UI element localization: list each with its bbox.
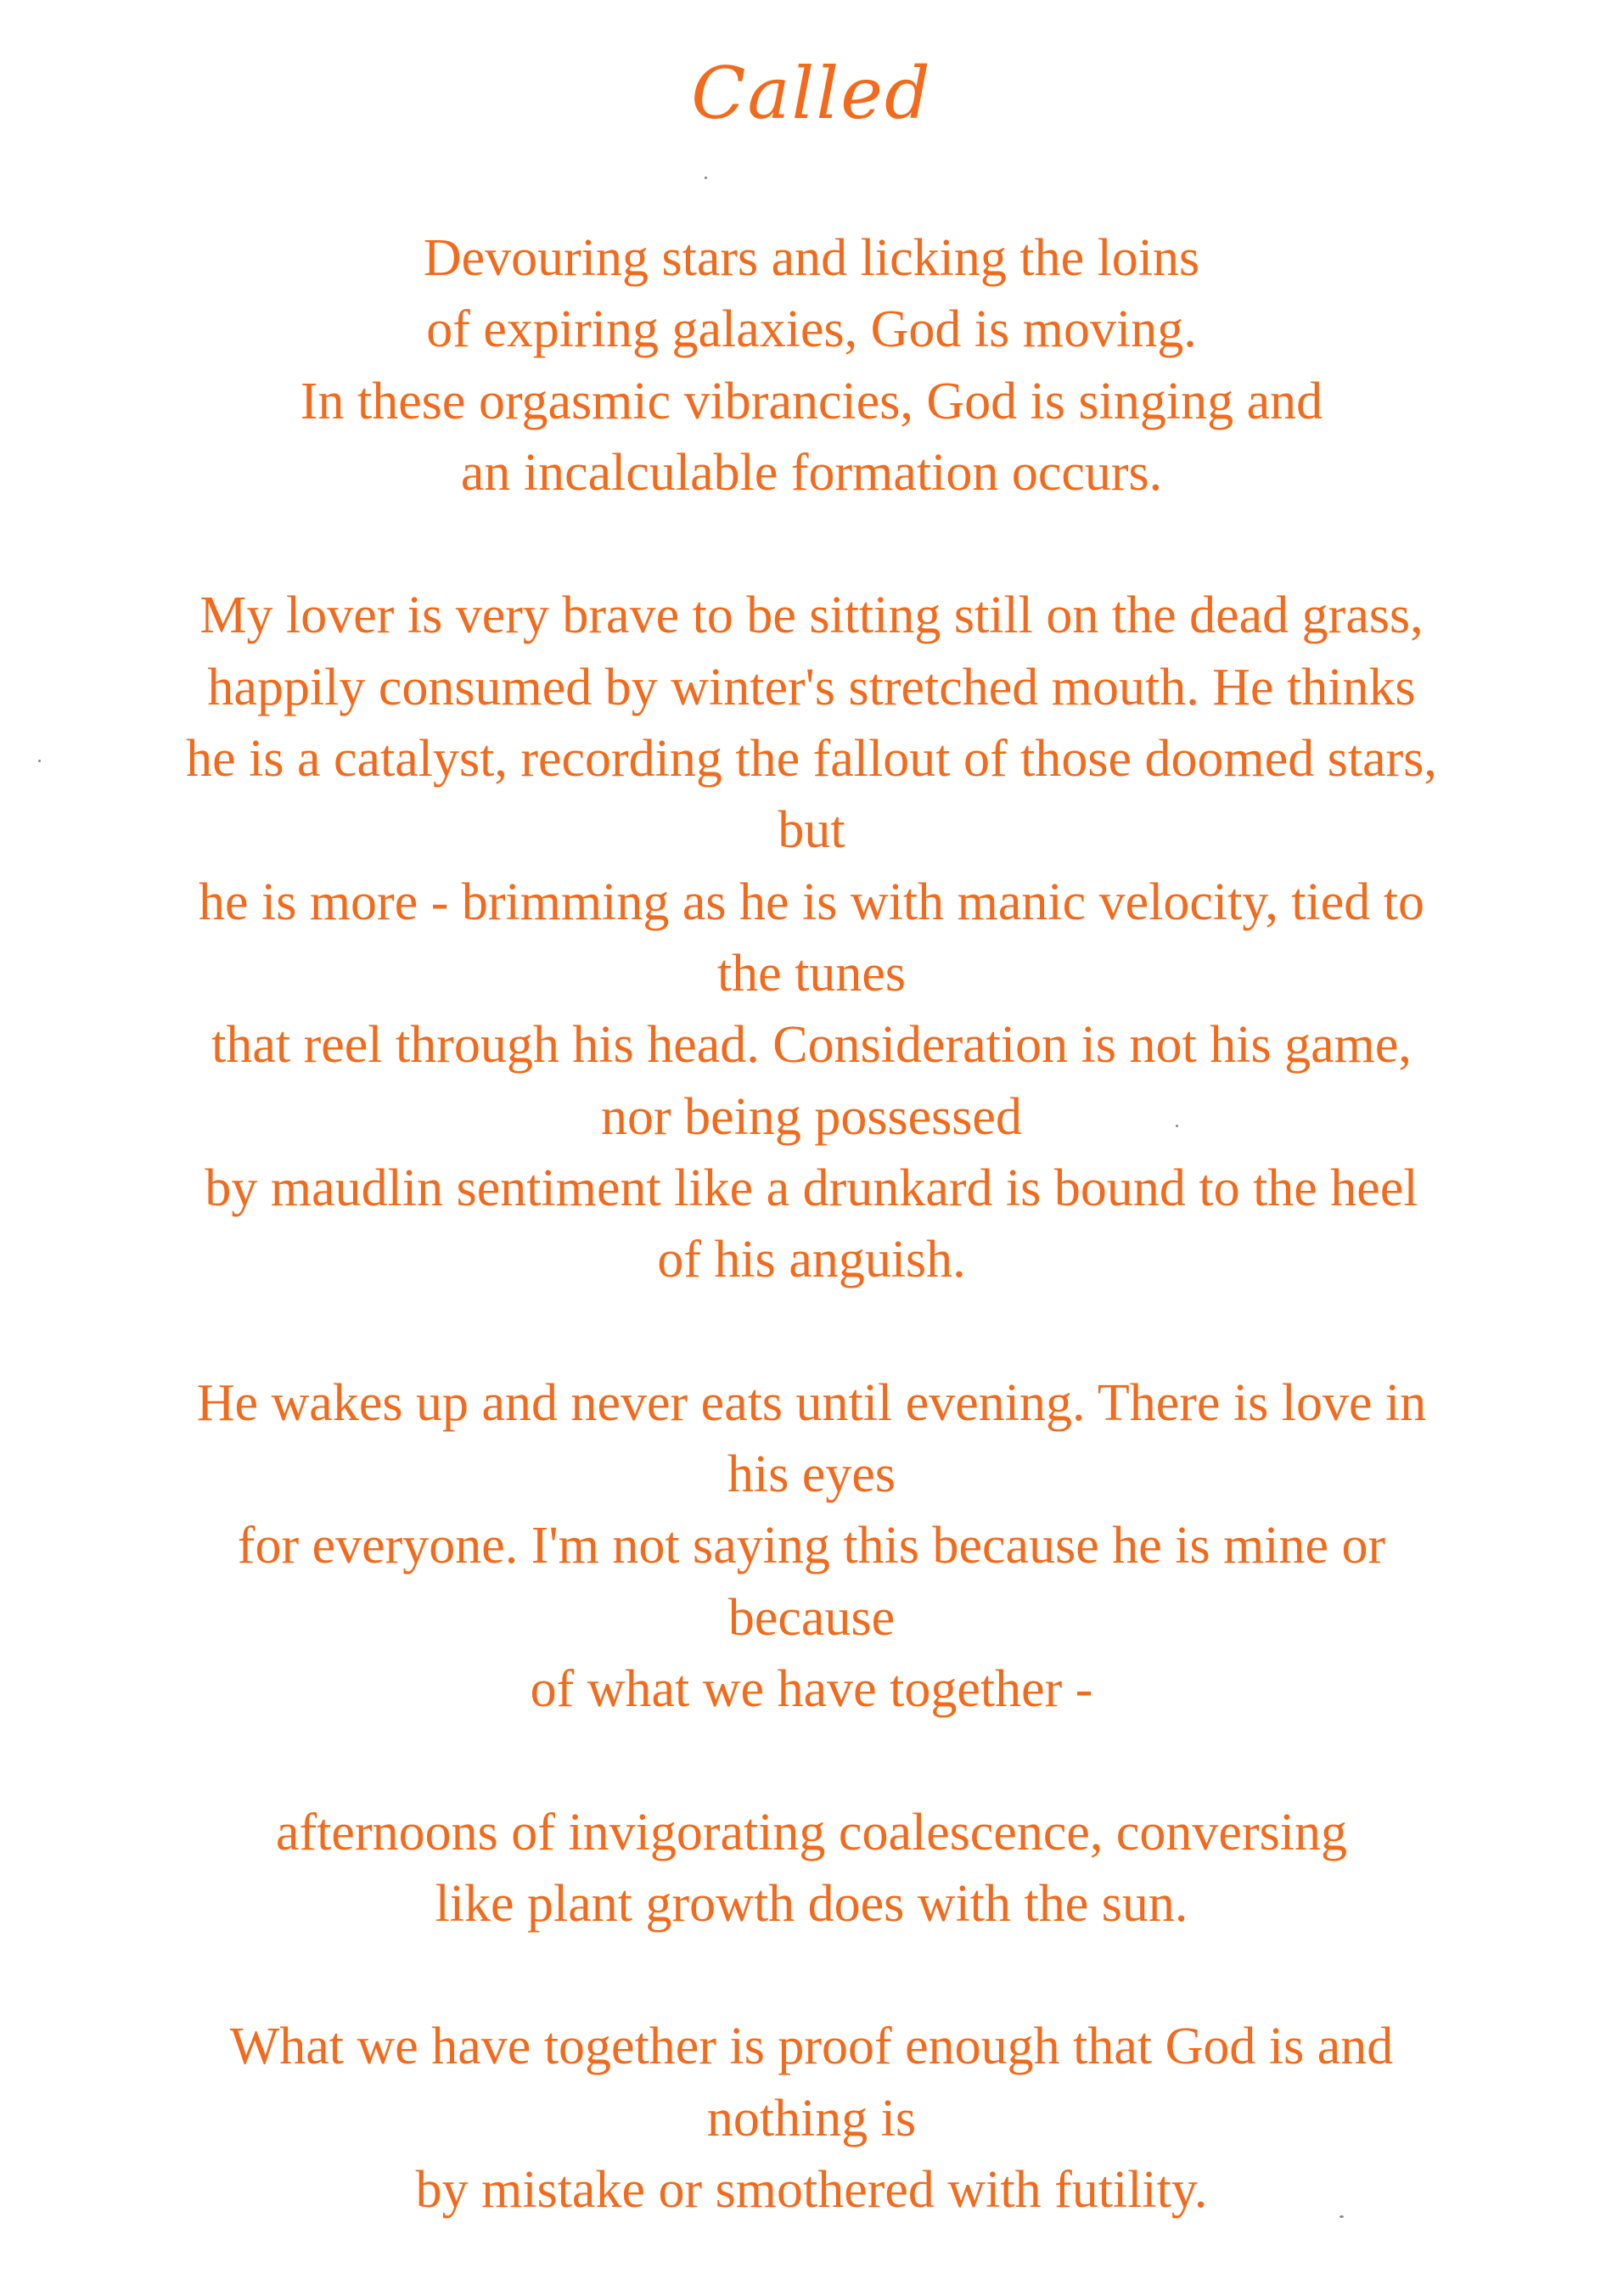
stanza-break [0, 1940, 1623, 2011]
poem-line: but [778, 801, 845, 860]
poem-line: for everyone. I'm not saying this because he is mine or [237, 1517, 1386, 1575]
scan-speck [1176, 1125, 1178, 1127]
poem-line: like plant growth does with the sun. [435, 1874, 1188, 1933]
poem-line: afternoons of invigorating coalescence, conversing [276, 1803, 1347, 1861]
poem-title: Called [691, 52, 932, 135]
poem-line: by mistake or smothered with futility. [415, 2161, 1208, 2220]
scan-speck [38, 760, 41, 762]
poem-line: by maudlin sentiment like a drunkard is bound to the heel [205, 1159, 1418, 1217]
poem-body [0, 222, 1623, 2226]
stanza-3 [0, 1367, 1623, 1725]
stanza-break [0, 1295, 1623, 1367]
poem-line: he is a catalyst, recording the fallout of those doomed stars, [186, 730, 1437, 789]
poem-line: He wakes up and never eats until evening. There is love in [196, 1373, 1427, 1432]
poem-line: of expiring galaxies, God is moving. [426, 300, 1197, 359]
stanza-break [0, 508, 1623, 580]
poem-line: that reel through his head. Consideration is not his game, [211, 1016, 1412, 1075]
scan-speck [1339, 2215, 1344, 2218]
poem-line: because [727, 1588, 896, 1647]
poem-line: he is more - brimming as he is with manic velocity, tied to [198, 873, 1425, 931]
poem-line: nothing is [706, 2089, 917, 2147]
poem-line: My lover is very brave to be sitting still on the dead grass, [199, 587, 1424, 645]
poem-line: the tunes [716, 944, 907, 1002]
scan-speck [705, 177, 707, 179]
poem-line: What we have together is proof enough that God is and [229, 2018, 1394, 2076]
poem-line: his eyes [727, 1446, 896, 1504]
stanza-break [0, 1725, 1623, 1796]
poem-line: happily consumed by winter's stretched mouth. He thinks [207, 658, 1416, 716]
stanza-1 [0, 222, 1623, 508]
poem-line: of what we have together - [530, 1659, 1093, 1718]
poem-line: Devouring stars and licking the loins [423, 229, 1200, 287]
poem-line: nor being possessed [601, 1087, 1022, 1146]
stanza-5 [0, 2011, 1623, 2226]
poem-line: an incalculable formation occurs. [460, 443, 1163, 502]
stanza-4 [0, 1797, 1623, 1940]
stanza-2 [0, 580, 1623, 1295]
poem-line: In these orgasmic vibrancies, God is singing and [300, 372, 1323, 430]
poem-line: of his anguish. [657, 1231, 966, 1289]
